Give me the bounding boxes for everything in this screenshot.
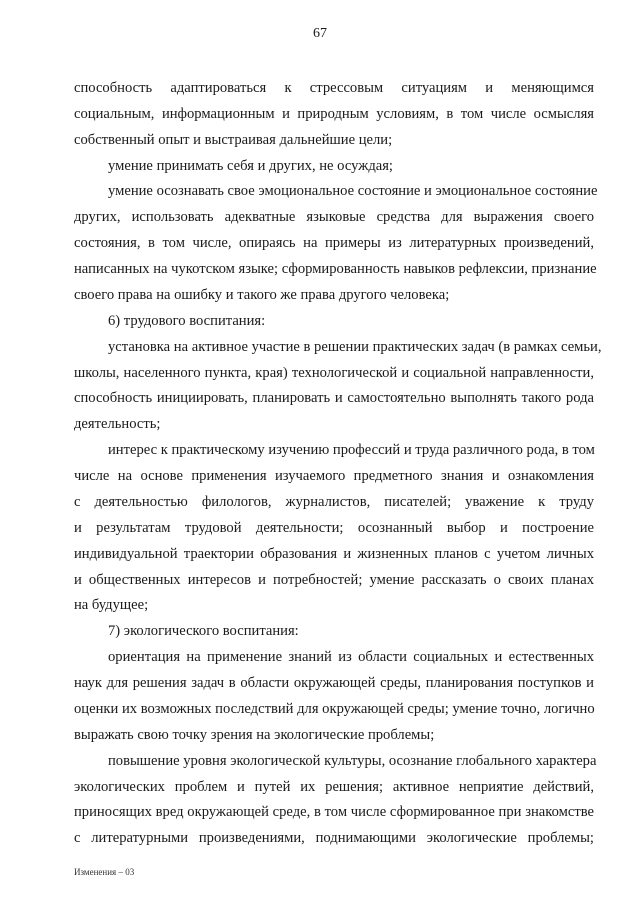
text-line: умение осознавать свое эмоциональное состояние и эмоциональное состояние bbox=[108, 183, 598, 199]
text-line: способность инициировать, планировать и самостоятельно выполнять такого рода bbox=[74, 390, 594, 406]
text-line: других, использовать адекватные языковые средства для выражения своего bbox=[74, 209, 594, 225]
text-line: выражать свою точку зрения на экологические проблемы; bbox=[74, 727, 435, 743]
text-line: умение принимать себя и других, не осуждая; bbox=[108, 158, 393, 174]
text-line: оценки их возможных последствий для окружающей среды; умение точно, логично bbox=[74, 701, 595, 717]
section-heading: 6) трудового воспитания: bbox=[108, 313, 266, 329]
text-line: собственный опыт и выстраивая дальнейшие цели; bbox=[74, 132, 393, 148]
text-line: социальным, информационным и природным условиям, в том числе осмысляя bbox=[74, 106, 594, 122]
text-line: экологических проблем и путей их решения; активное неприятие действий, bbox=[74, 779, 594, 795]
text-line: и общественных интересов и потребностей; умение рассказать о своих планах bbox=[74, 572, 594, 588]
text-line: своего права на ошибку и такого же права другого человека; bbox=[74, 287, 450, 303]
text-line: интерес к практическому изучению профессий и труда различного рода, в том bbox=[108, 442, 595, 458]
text-line: приносящих вред окружающей среде, в том числе сформированное при знакомстве bbox=[74, 804, 594, 820]
text-line: школы, населенного пункта, края) технологической и социальной направленности, bbox=[74, 365, 594, 381]
text-line: повышение уровня экологической культуры, осознание глобального характера bbox=[108, 753, 597, 769]
text-line: способность адаптироваться к стрессовым ситуациям и меняющимся bbox=[74, 80, 594, 96]
text-line: деятельность; bbox=[74, 416, 161, 432]
text-line: наук для решения задач в области окружающей среды, планирования поступков и bbox=[74, 675, 594, 691]
text-line: и результатам трудовой деятельности; осознанный выбор и построение bbox=[74, 520, 594, 536]
text-line: индивидуальной траектории образования и жизненных планов с учетом личных bbox=[74, 546, 594, 562]
text-line: ориентация на применение знаний из области социальных и естественных bbox=[108, 649, 594, 665]
text-line: состояния, в том числе, опираясь на примеры из литературных произведений, bbox=[74, 235, 594, 251]
text-line: на будущее; bbox=[74, 597, 149, 613]
footer-revision-note: Изменения – 03 bbox=[74, 867, 135, 877]
text-line: с деятельностью филологов, журналистов, писателей; уважение к труду bbox=[74, 494, 594, 510]
text-line: установка на активное участие в решении практических задач (в рамках семьи, bbox=[108, 339, 602, 355]
section-heading: 7) экологического воспитания: bbox=[108, 623, 299, 639]
text-line: числе на основе применения изучаемого предметного знания и ознакомления bbox=[74, 468, 594, 484]
text-line: с литературными произведениями, поднимающими экологические проблемы; bbox=[74, 830, 594, 846]
text-line: написанных на чукотском языке; сформированность навыков рефлексии, признание bbox=[74, 261, 597, 277]
page-number: 67 bbox=[313, 26, 327, 41]
